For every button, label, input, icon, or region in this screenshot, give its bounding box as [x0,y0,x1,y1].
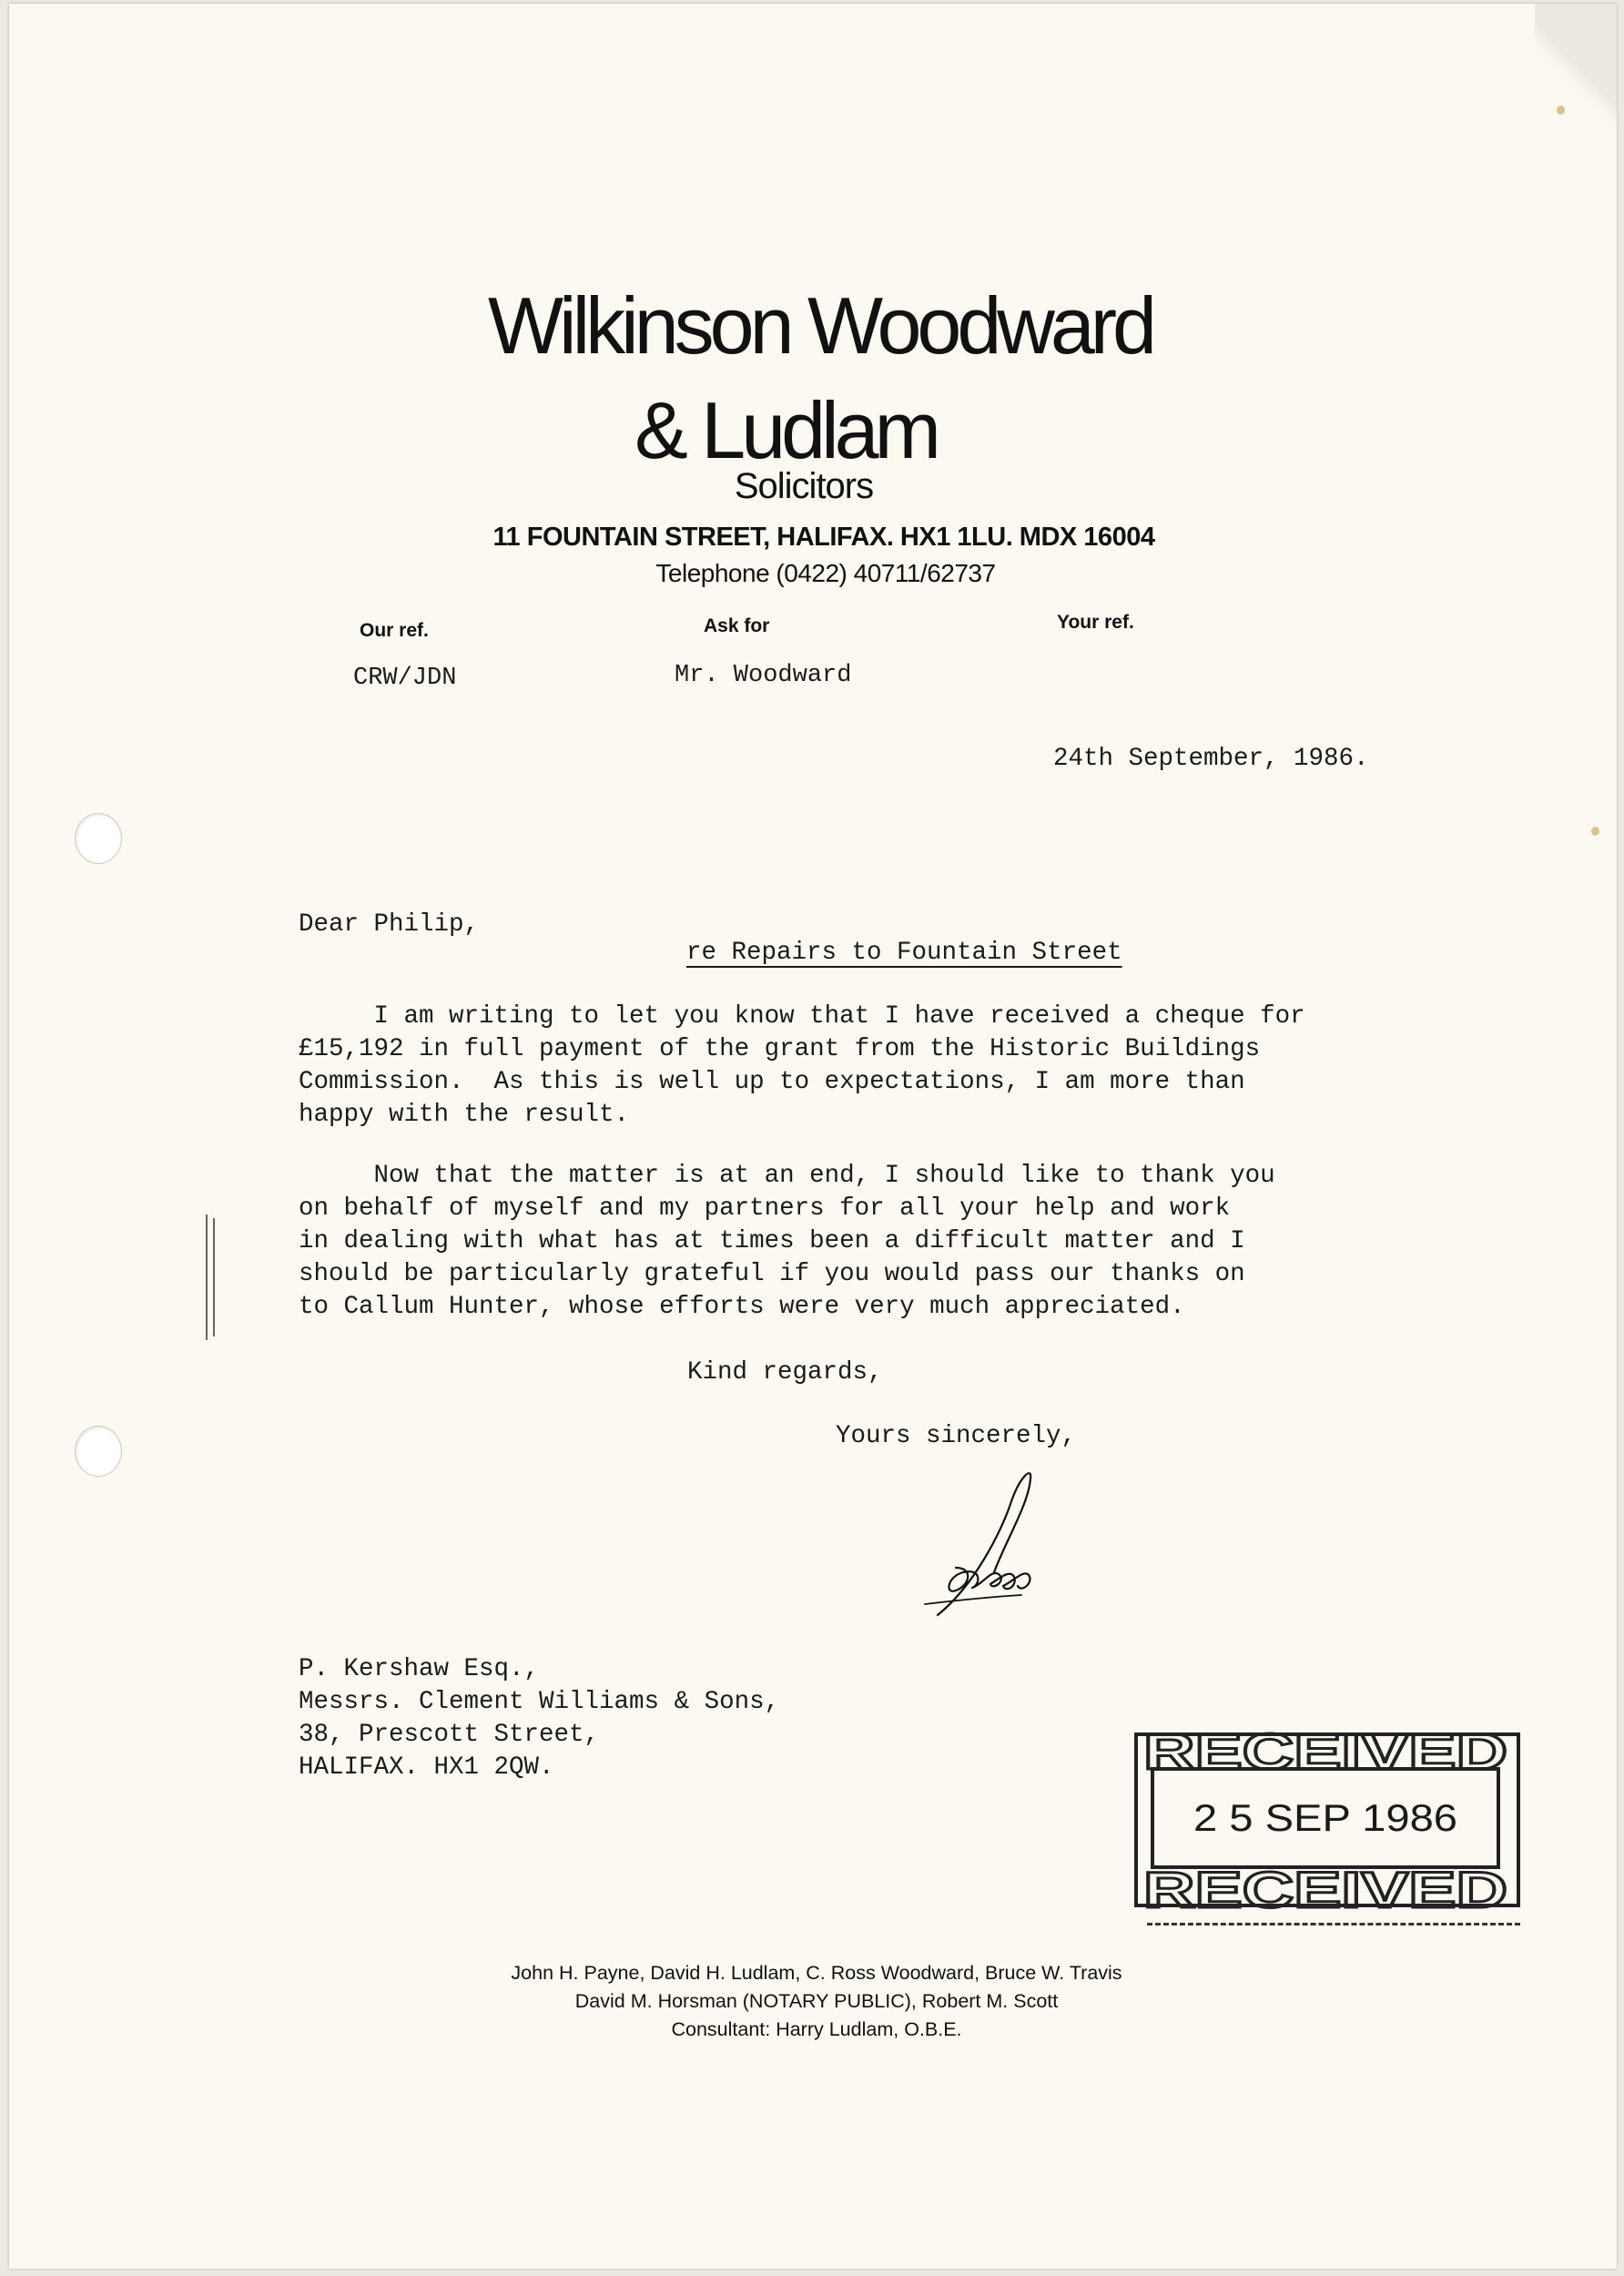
paper-speck [1591,827,1599,836]
firm-name-line2: & Ludlam [634,385,937,475]
salutation: Dear Philip, [299,910,480,939]
firm-name-line1: Wilkinson Woodward [487,280,1152,371]
ask-for-value: Mr. Woodward [675,662,852,689]
partners-line-2: David M. Horsman (NOTARY PUBLIC), Robert M. Scott [574,1990,1059,2012]
stamp-date: 2 5 SEP 1986 [1193,1796,1457,1839]
closing-regards: Kind regards, [687,1358,883,1387]
handwritten-signature [919,1468,1101,1622]
punch-hole-lower [75,1426,122,1477]
profession-label: Solicitors [734,466,874,506]
stamp-word-top: RECEIVED [1143,1729,1507,1780]
margin-mark [204,1213,217,1342]
closing-sincerely: Yours sincerely, [836,1422,1077,1450]
subject-line: re Repairs to Fountain Street [686,939,1122,967]
firm-address: 11 FOUNTAIN STREET, HALIFAX. HX1 1LU. MDX 16004 [492,523,1155,552]
letter-date: 24th September, 1986. [1053,745,1369,773]
letter-page [9,4,1617,2269]
partners-line-1: John H. Payne, David H. Ludlam, C. Ross Woodward, Bruce W. Travis [511,1962,1122,1984]
our-ref-label: Our ref. [360,620,429,641]
firm-telephone: Telephone (0422) 40711/62737 [655,559,996,587]
folded-corner [1535,4,1617,131]
our-ref-value: CRW/JDN [353,665,457,692]
body-paragraph-1: I am writing to let you know that I have received a cheque for £15,192 in full payment of the grant from the Historic Buildings Commission. As this is well up to expectations, I am more than happy with the result. [299,1002,1305,1129]
recipient-address: P. Kershaw Esq., Messrs. Clement Williams & Sons, 38, Prescott Street, HALIFAX. HX1 2QW. [299,1655,780,1782]
punch-hole-upper [75,813,122,864]
body-paragraph-2: Now that the matter is at an end, I should like to thank you on behalf of myself and my partners for all your help and work in dealing with what has at times been a difficult matter and I should be particularly grateful if you would pass our thanks on to Callum Hunter, whose efforts were very much appreciated. [299,1162,1275,1321]
received-stamp [1134,1729,1522,1911]
stamp-word-bottom: RECEIVED [1143,1861,1507,1911]
paper-speck [1557,106,1565,115]
your-ref-label: Your ref. [1057,612,1134,633]
stamp-dashed-line [1147,1923,1520,1925]
consultant-line: Consultant: Harry Ludlam, O.B.E. [671,2018,962,2040]
ask-for-label: Ask for [704,615,770,636]
